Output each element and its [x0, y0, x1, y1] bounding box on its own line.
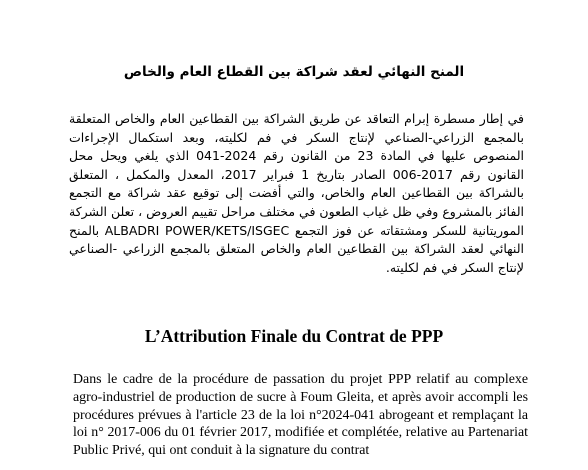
french-paragraph: Dans le cadre de la procédure de passation du projet PPP relatif au complexe agro-industriel de production de sucre à Foum Gleita, et après avoir accompli les procédures prévues à l'article 23 de la loi n°2024-041 abrogeant et remplaçant la loi n° 2017-006 du 01 février 2017, modifiée et complétée, relative au Partenariat Public Privé, qui ont conduit à la signature du contrat	[73, 372, 528, 459]
french-section-title: L’Attribution Finale du Contrat de PPP	[144, 326, 444, 346]
french-body	[73, 371, 528, 460]
page-top-fragment	[230, 0, 360, 6]
arabic-section-title: المنح النهائي لعقد شراكة بين القطاع العام والخاص	[123, 64, 465, 80]
arabic-paragraph: في إطار مسطرة إبرام التعاقد عن طريق الشراكة بين القطاعين العام والخاص المتعلقة بالمجمع الزراعي-الصناعي لإنتاج السكر في فم لكليته، وبعد استكمال الإجراءات المنصوص عليها في المادة 23 من القانون رقم 2024-041 الذي يلغي ويحل محل القانون رقم 2017-006 الصادر بتاريخ 1 فبراير 2017، المعدل والمكمل ، المتعلق بالشراكة بين القطاعين العام والخاص، والتي أفضت إلى توقيع عقد شراكة مع التجمع الفائز بالمشروع وفي ظل غياب الطعون في مختلف مراحل تقييم العروض ، تعلن الشركة الموريتانية للسكر ومشتقاته عن فوز التجمع ALBADRI POWER/KETS/ISGEC بالمنح النهائي لعقد الشراكة بين القطاعين العام والخاص المتعلق بالمجمع الزراعي -الصناعي لإنتاج السكر في فم لكليته.	[69, 111, 524, 275]
arabic-body	[69, 110, 524, 277]
